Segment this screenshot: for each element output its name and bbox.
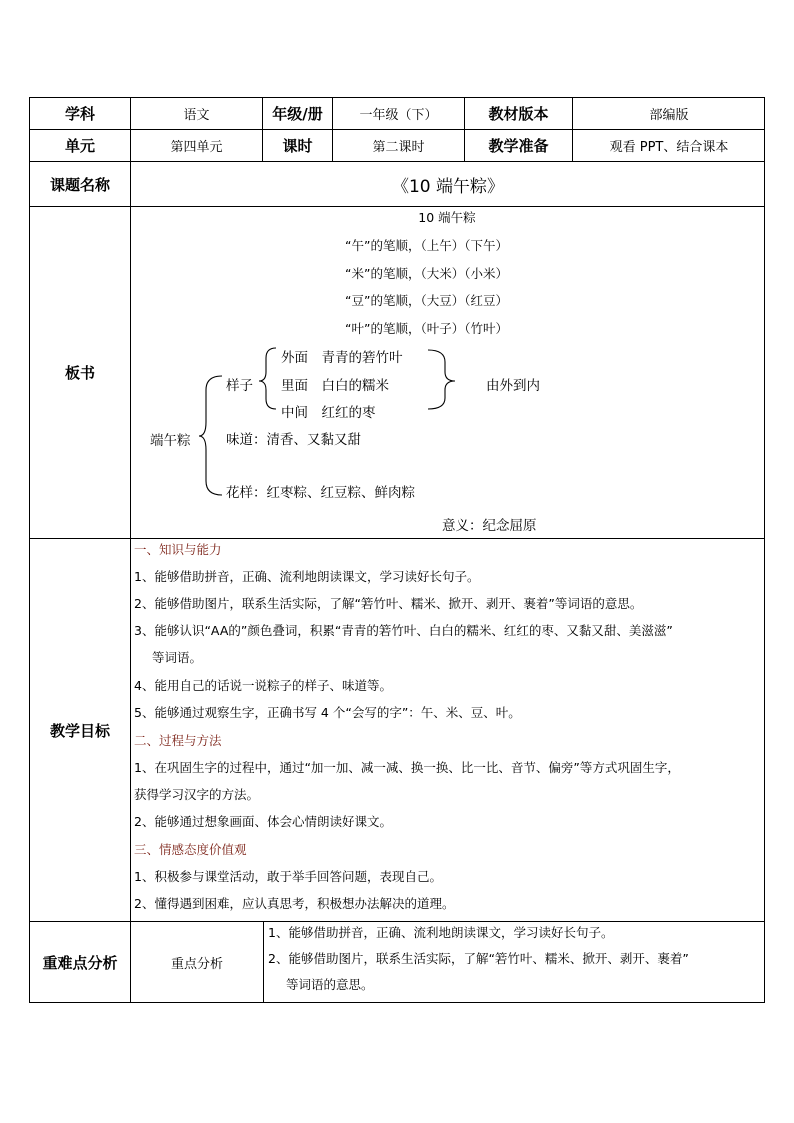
analysis-line: 2、能够借助图片，联系生活实际，了解“箬竹叶、糯米、掀开、剥开、裹着” — [268, 951, 689, 966]
goal-item-continued: 等词语。 — [152, 650, 203, 665]
period-label: 课时 — [262, 129, 332, 161]
goal-item: 2、能够通过想象画面、体会心情朗读好课文。 — [134, 814, 392, 829]
edition-label: 教材版本 — [464, 97, 572, 129]
brace-summary — [428, 350, 455, 409]
goal-item: 2、懂得遇到困难，应认真思考，积极想办法解决的道理。 — [134, 896, 455, 911]
period-value: 第二课时 — [332, 129, 464, 161]
grade-value: 一年级（下） — [332, 97, 464, 129]
board-taste: 味道：清香、又黏又甜 — [226, 432, 361, 448]
goals-section-title: 三、情感态度价值观 — [134, 842, 247, 857]
goals-section-title: 二、过程与方法 — [134, 733, 222, 748]
goal-item: 1、在巩固生字的过程中，通过“加一加、减一减、换一换、比一比、音节、偏旁”等方式巩固生字， — [134, 760, 680, 775]
analysis-label: 重难点分析 — [29, 921, 130, 1003]
analysis-line-continued: 等词语的意思。 — [286, 977, 374, 992]
board-variety: 花样：红枣粽、红豆粽、鲜肉粽 — [226, 485, 415, 501]
brace-shape — [259, 348, 276, 409]
prep-value: 观看 PPT、结合课本 — [572, 129, 765, 161]
goal-item: 5、能够通过观察生字，正确书写 4 个“会写的字”：午、米、豆、叶。 — [134, 705, 521, 720]
subject-label: 学科 — [29, 97, 130, 129]
brace-main — [199, 376, 222, 495]
board-meaning: 意义：纪念屈原 — [442, 518, 537, 534]
board-shape-label: 样子 — [226, 378, 253, 394]
goal-item: 3、能够认识“AA的”颜色叠词，积累“青青的箬竹叶、白白的糯米、红红的枣、又黏又甜、美滋滋” — [134, 623, 673, 638]
board-shape-item: 外面 青青的箬竹叶 — [281, 350, 403, 366]
board-shape-summary: 由外到内 — [486, 378, 540, 394]
goal-item-continued: 获得学习汉字的方法。 — [134, 787, 260, 802]
goal-item: 1、能够借助拼音，正确、流利地朗读课文，学习读好长句子。 — [134, 569, 480, 584]
board-label: 板书 — [29, 206, 130, 538]
board-shape-item: 中间 红红的枣 — [281, 405, 376, 421]
board-stroke-line: “米”的笔顺，（大米）（小米） — [345, 266, 508, 281]
unit-value: 第四单元 — [130, 129, 262, 161]
board-shape-item: 里面 白白的糯米 — [281, 378, 389, 394]
unit-label: 单元 — [29, 129, 130, 161]
goals-section-title: 一、知识与能力 — [134, 542, 222, 557]
prep-label: 教学准备 — [464, 129, 572, 161]
board-stroke-line: “午”的笔顺，（上午）（下午） — [345, 238, 508, 253]
subject-value: 语文 — [130, 97, 262, 129]
board-root: 端午粽 — [150, 433, 191, 449]
edition-value: 部编版 — [572, 97, 765, 129]
goal-item: 1、积极参与课堂活动，敢于举手回答问题，表现自己。 — [134, 869, 442, 884]
board-stroke-line: “叶”的笔顺，（叶子）（竹叶） — [345, 321, 508, 336]
analysis-sub-label: 重点分析 — [130, 921, 263, 1003]
goal-item: 4、能用自己的话说一说粽子的样子、味道等。 — [134, 678, 392, 693]
lesson-label: 课题名称 — [29, 161, 130, 206]
analysis-line: 1、能够借助拼音，正确、流利地朗读课文，学习读好长句子。 — [268, 925, 614, 940]
board-title: 10 端午粽 — [418, 210, 476, 225]
board-stroke-line: “豆”的笔顺，（大豆）（红豆） — [345, 293, 508, 308]
grade-label: 年级/册 — [262, 97, 332, 129]
goal-item: 2、能够借助图片，联系生活实际，了解“箬竹叶、糯米、掀开、剥开、裹着”等词语的意思。 — [134, 596, 643, 611]
lesson-title: 《10 端午粽》 — [130, 161, 765, 206]
goals-label: 教学目标 — [29, 538, 130, 921]
